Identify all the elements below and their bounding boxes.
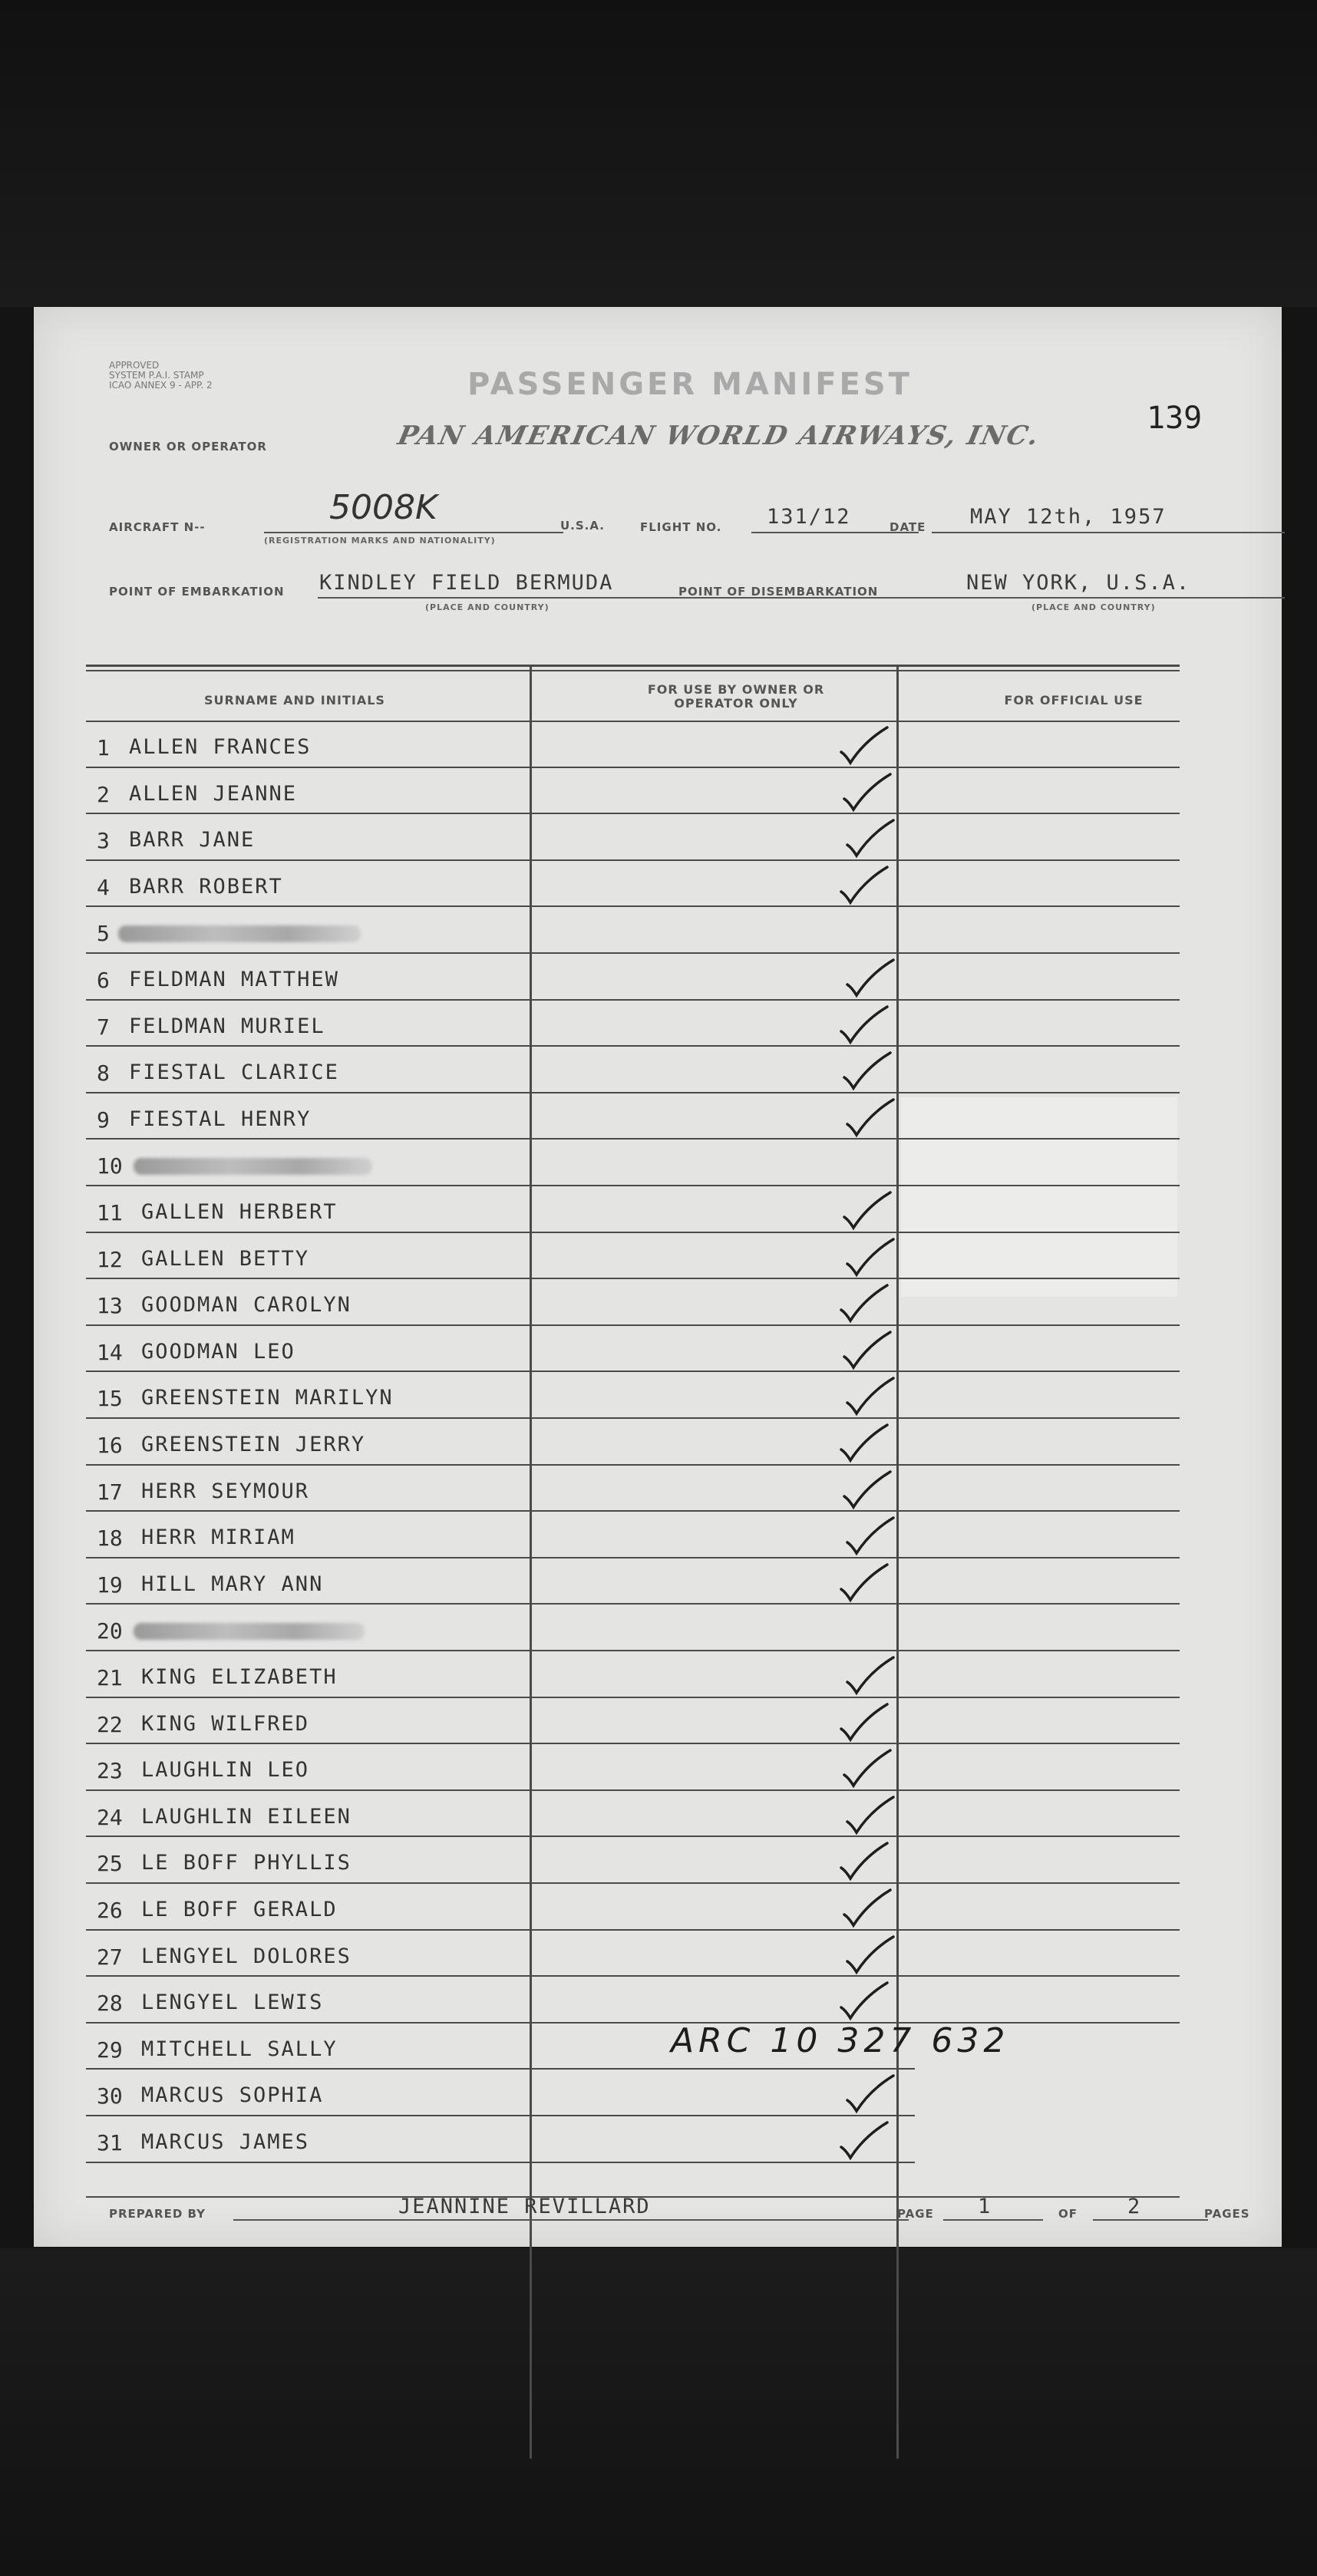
table-row	[34, 2070, 1282, 2116]
table-row	[34, 2024, 1282, 2070]
embarkation-place: KINDLEY FIELD BERMUDA	[319, 571, 614, 595]
row-number: 3	[97, 828, 110, 854]
row-number: 21	[97, 1665, 123, 1690]
document-title: PASSENGER MANIFEST	[467, 367, 913, 402]
passenger-name: MITCHELL SALLY	[141, 2037, 338, 2061]
checkmark-icon	[838, 864, 892, 907]
row-number: 29	[97, 2037, 123, 2063]
table-row	[34, 1279, 1282, 1326]
table-row	[34, 1326, 1282, 1373]
table-row	[34, 1884, 1282, 1931]
owner-label: OWNER OR OPERATOR	[109, 440, 267, 454]
table-row	[34, 1419, 1282, 1466]
table-row	[34, 814, 1282, 861]
table-row	[34, 1791, 1282, 1838]
checkmark-icon	[841, 1747, 895, 1790]
checkmark-icon	[844, 1375, 898, 1418]
passenger-name: HERR MIRIAM	[141, 1525, 295, 1550]
table-row	[34, 954, 1282, 1001]
row-number: 27	[97, 1944, 123, 1970]
flight-number-label: FLIGHT NO.	[640, 520, 722, 534]
table-row	[34, 1744, 1282, 1791]
checkmark-icon	[844, 1236, 898, 1279]
checkmark-icon	[838, 2119, 892, 2162]
checkmark-icon	[844, 1654, 898, 1697]
table-row	[34, 1977, 1282, 2024]
row-number: 17	[97, 1479, 123, 1505]
row-rule	[86, 2162, 915, 2163]
prepared-by-label: PREPARED BY	[109, 2207, 206, 2221]
pages-label: PAGES	[1204, 2207, 1250, 2221]
aircraft-registration: 5008K	[329, 488, 437, 527]
table-row	[34, 1001, 1282, 1047]
prepared-by-name: JEANNINE REVILLARD	[398, 2195, 651, 2218]
flight-number: 131/12	[767, 505, 851, 529]
checkmark-icon	[838, 1004, 892, 1047]
table-top-rule	[86, 665, 1180, 667]
row-number: 31	[97, 2130, 123, 2155]
row-number: 30	[97, 2083, 123, 2109]
scan-border-bottom	[0, 2248, 1317, 2576]
pages-underline	[1093, 2219, 1208, 2221]
redacted-name	[118, 925, 361, 942]
table-row	[34, 1698, 1282, 1745]
archive-number-stamp: ARC 10 327 632	[671, 2021, 1010, 2060]
table-top-rule-2	[86, 670, 1180, 671]
row-number: 22	[97, 1711, 123, 1737]
checkmark-icon	[844, 1794, 898, 1837]
passenger-name: KING WILFRED	[141, 1711, 310, 1736]
redacted-name	[134, 1623, 365, 1640]
flight-date: MAY 12th, 1957	[970, 505, 1167, 529]
table-row	[34, 1186, 1282, 1233]
aircraft-sublabel: (REGISTRATION MARKS AND NATIONALITY)	[264, 536, 496, 546]
checkmark-icon	[844, 2073, 898, 2116]
passenger-name: ALLEN FRANCES	[129, 735, 312, 759]
aircraft-underline	[264, 532, 563, 533]
page-value: 1	[978, 2195, 992, 2218]
nationality: U.S.A.	[560, 519, 605, 533]
row-number: 10	[97, 1153, 123, 1179]
row-number: 26	[97, 1898, 123, 1923]
row-number: 24	[97, 1804, 123, 1830]
manifest-sheet	[34, 307, 1282, 2247]
passenger-name: FIESTAL CLARICE	[129, 1060, 339, 1085]
table-row	[34, 768, 1282, 815]
row-number: 11	[97, 1200, 123, 1225]
checkmark-icon	[841, 1469, 895, 1512]
row-number: 13	[97, 1293, 123, 1319]
disembarkation-underline	[932, 597, 1285, 599]
passenger-name: LAUGHLIN LEO	[141, 1758, 310, 1783]
row-number: 20	[97, 1618, 123, 1644]
passenger-name: LAUGHLIN EILEEN	[141, 1804, 352, 1829]
row-number: 6	[97, 968, 110, 993]
passenger-name: GREENSTEIN MARILYN	[141, 1386, 394, 1410]
passenger-name: KING ELIZABETH	[141, 1665, 338, 1689]
passenger-name: GALLEN HERBERT	[141, 1200, 338, 1224]
scan-border-top	[0, 0, 1317, 307]
row-number: 2	[97, 781, 110, 807]
table-row	[34, 1605, 1282, 1651]
passenger-name: HERR SEYMOUR	[141, 1479, 310, 1503]
row-number: 25	[97, 1851, 123, 1877]
passenger-name: BARR ROBERT	[129, 874, 283, 899]
embarkation-label: POINT OF EMBARKATION	[109, 585, 285, 599]
passenger-name: LENGYEL LEWIS	[141, 1991, 324, 2015]
page-label: PAGE	[897, 2207, 934, 2221]
table-row	[34, 1466, 1282, 1512]
checkmark-icon	[838, 1562, 892, 1605]
passenger-name: GREENSTEIN JERRY	[141, 1433, 366, 1456]
table-row	[34, 861, 1282, 908]
checkmark-icon	[844, 1515, 898, 1558]
date-underline	[932, 532, 1285, 533]
row-number: 12	[97, 1246, 123, 1272]
checkmark-icon	[844, 957, 898, 1000]
row-number: 14	[97, 1339, 123, 1365]
row-number: 16	[97, 1433, 123, 1458]
checkmark-icon	[838, 1840, 892, 1883]
owner-column-header: FOR USE BY OWNER OR OPERATOR ONLY	[647, 682, 825, 711]
passenger-name: GALLEN BETTY	[141, 1246, 310, 1271]
checkmark-icon	[841, 1050, 895, 1093]
disembarkation-place: NEW YORK, U.S.A.	[966, 571, 1191, 595]
redacted-name	[134, 1158, 372, 1175]
table-row	[34, 1140, 1282, 1186]
surname-column-header: SURNAME AND INITIALS	[204, 693, 385, 707]
checkmark-icon	[841, 771, 895, 814]
row-number: 7	[97, 1014, 110, 1040]
table-row	[34, 907, 1282, 954]
row-number: 23	[97, 1758, 123, 1784]
passenger-name: LE BOFF PHYLLIS	[141, 1851, 352, 1875]
table-row	[34, 721, 1282, 768]
passenger-name: GOODMAN CAROLYN	[141, 1293, 352, 1318]
passenger-name: FIESTAL HENRY	[129, 1107, 312, 1131]
passenger-name: LENGYEL DOLORES	[141, 1944, 352, 1968]
table-row	[34, 1233, 1282, 1280]
row-number: 19	[97, 1572, 123, 1598]
airline-name: PAN AMERICAN WORLD AIRWAYS, INC.	[394, 421, 1043, 451]
row-number: 28	[97, 1991, 123, 2017]
table-row	[34, 1512, 1282, 1558]
row-number: 4	[97, 874, 110, 900]
row-number: 1	[97, 735, 110, 760]
row-number: 9	[97, 1107, 110, 1133]
table-row	[34, 2116, 1282, 2163]
table-row	[34, 1931, 1282, 1977]
date-label: DATE	[890, 520, 926, 534]
checkmark-icon	[841, 1329, 895, 1372]
checkmark-icon	[844, 1097, 898, 1140]
of-label: OF	[1058, 2207, 1078, 2221]
checkmark-icon	[838, 1701, 892, 1744]
checkmark-icon	[838, 724, 892, 767]
passenger-name: FELDMAN MATTHEW	[129, 968, 339, 991]
passenger-name: LE BOFF GERALD	[141, 1898, 338, 1921]
passenger-name: GOODMAN LEO	[141, 1339, 295, 1364]
disembarkation-label: POINT OF DISEMBARKATION	[678, 585, 879, 599]
table-row	[34, 1047, 1282, 1093]
checkmark-icon	[841, 1887, 895, 1930]
table-row	[34, 1651, 1282, 1698]
passenger-name: BARR JANE	[129, 828, 256, 853]
passenger-name: FELDMAN MURIEL	[129, 1014, 325, 1038]
sheet-number: 139	[1147, 401, 1203, 436]
passenger-name: MARCUS JAMES	[141, 2130, 310, 2154]
official-column-header: FOR OFFICIAL USE	[1004, 693, 1144, 707]
table-row	[34, 1093, 1282, 1140]
row-number: 8	[97, 1060, 110, 1087]
checkmark-icon	[838, 1980, 892, 2023]
approval-stamp: APPROVED SYSTEM P.A.I. STAMP ICAO ANNEX 9 - APP. 2	[109, 360, 213, 391]
pages-value: 2	[1127, 2195, 1142, 2218]
row-number: 15	[97, 1386, 123, 1412]
passenger-name: MARCUS SOPHIA	[141, 2083, 324, 2108]
disembarkation-sublabel: (PLACE AND COUNTRY)	[1031, 602, 1156, 612]
passenger-name: HILL MARY ANN	[141, 1572, 324, 1596]
row-number: 5	[97, 921, 110, 947]
page-underline	[943, 2219, 1043, 2221]
checkmark-icon	[841, 1189, 895, 1232]
embarkation-sublabel: (PLACE AND COUNTRY)	[425, 602, 550, 612]
passenger-name: ALLEN JEANNE	[129, 781, 298, 806]
row-number: 18	[97, 1525, 123, 1552]
checkmark-icon	[838, 1422, 892, 1465]
aircraft-label: AIRCRAFT N--	[109, 520, 206, 534]
checkmark-icon	[844, 1934, 898, 1977]
table-row	[34, 1372, 1282, 1419]
prepared-underline	[233, 2219, 909, 2221]
checkmark-icon	[844, 817, 898, 860]
checkmark-icon	[838, 1282, 892, 1325]
table-row	[34, 1837, 1282, 1884]
table-row	[34, 1558, 1282, 1605]
